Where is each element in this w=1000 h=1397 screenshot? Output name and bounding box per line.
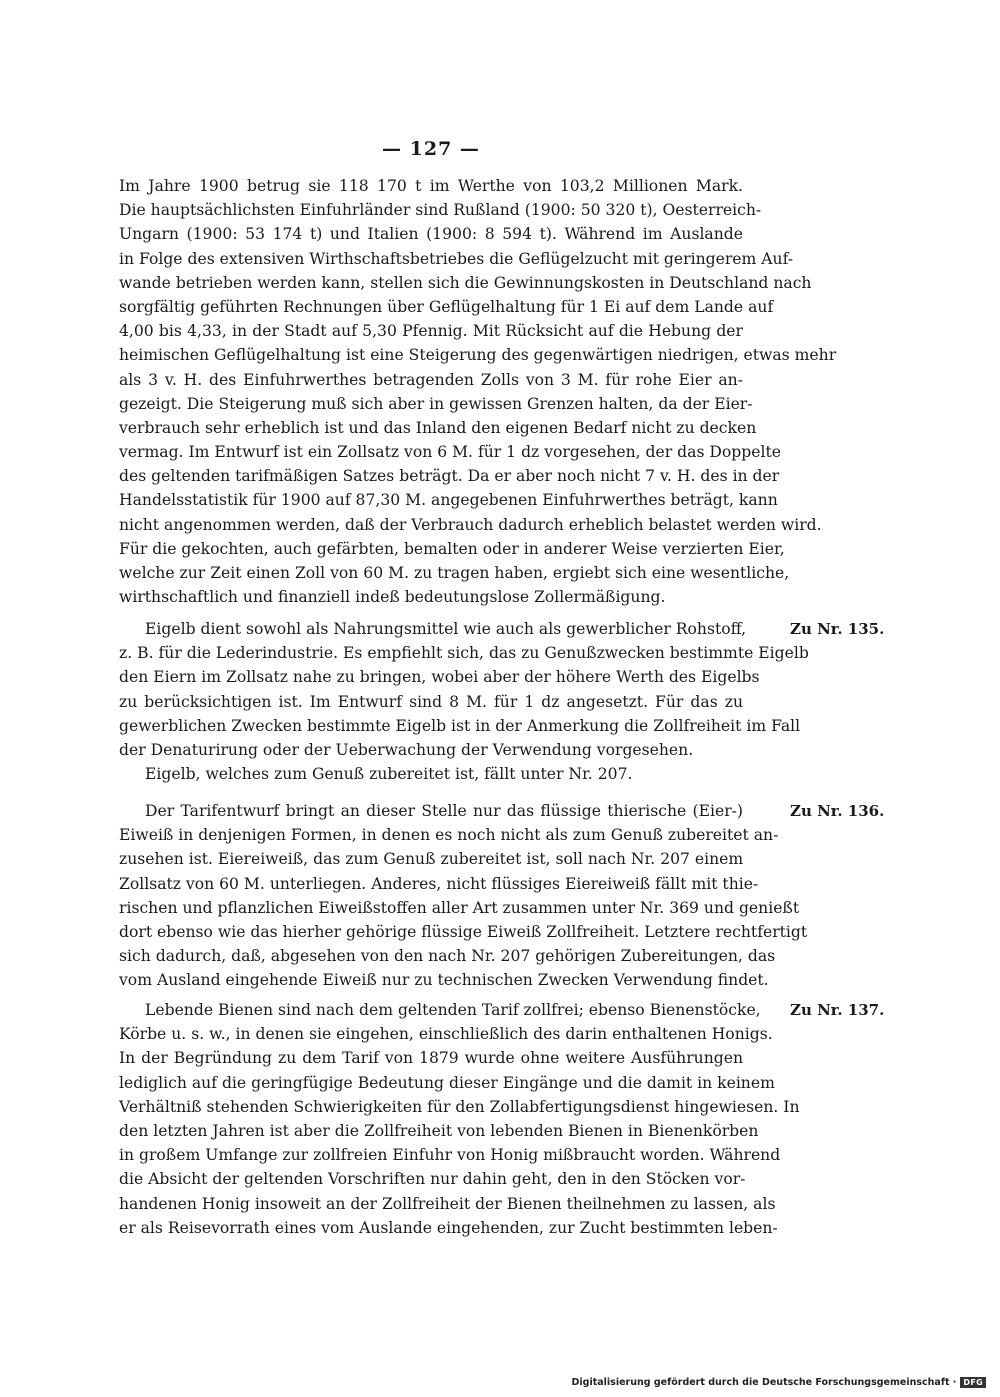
text-line: Verhältniß stehenden Schwierigkeiten für den Zollabfertigungsdienst hingewiesen. In <box>119 1097 800 1116</box>
text-line: heimischen Geflügelhaltung ist eine Steigerung des gegenwärtigen niedrigen, etwas mehr <box>119 346 837 365</box>
text-line: den letzten Jahren ist aber die Zollfreiheit von lebenden Bienen in Bienenkörben <box>119 1121 759 1140</box>
text-line: Für die gekochten, auch gefärbten, bemalten oder in anderer Weise verzierten Eier, <box>119 539 785 558</box>
text-line: des geltenden tarifmäßigen Satzes beträgt. Da er aber noch nicht 7 v. H. des in der <box>119 467 780 486</box>
text-line: Eigelb, welches zum Genuß zubereitet ist, fällt unter Nr. 207. <box>145 765 633 784</box>
text-line: den Eiern im Zollsatz nahe zu bringen, wobei aber der höhere Werth des Eigelbs <box>119 668 760 687</box>
text-line: Im Jahre 1900 betrug sie 118 170 t im Werthe von 103,2 Millionen Mark. <box>119 177 743 195</box>
text-line: handenen Honig insoweit an der Zollfreiheit der Bienen theilnehmen zu lassen, als <box>119 1194 776 1213</box>
text-line: als 3 v. H. des Einfuhrwerthes betragenden Zolls von 3 M. für rohe Eier an- <box>119 370 743 389</box>
text-line: die Absicht der geltenden Vorschriften nur dahin geht, den in den Stöcken vor- <box>119 1170 746 1189</box>
paragraph-nr137 <box>119 998 800 1240</box>
text-line: Lebende Bienen sind nach dem geltenden Tarif zollfrei; ebenso Bienenstöcke, <box>145 1001 761 1019</box>
text-line: dort ebenso wie das hierher gehörige flüssige Eiweiß Zollfreiheit. Letztere rechtfertigt <box>119 922 808 941</box>
paragraph-nr136 <box>119 799 808 993</box>
text-line: verbrauch sehr erheblich ist und das Inland den eigenen Bedarf nicht zu decken <box>119 418 757 437</box>
text-line: wande betrieben werden kann, stellen sich die Gewinnungskosten in Deutschland nach <box>119 273 812 292</box>
text-line: vermag. Im Entwurf ist ein Zollsatz von 6 M. für 1 dz vorgesehen, der das Doppelte <box>119 443 781 462</box>
text-line: 4,00 bis 4,33, in der Stadt auf 5,30 Pfennig. Mit Rücksicht auf die Hebung der <box>119 322 743 341</box>
text-line: der Denaturirung oder der Ueberwachung der Verwendung vorgesehen. <box>119 740 694 759</box>
text-line: vom Ausland eingehende Eiweiß nur zu technischen Zwecken Verwendung findet. <box>119 971 769 990</box>
text-line: in Folge des extensiven Wirthschaftsbetriebes die Geflügelzucht mit geringerem Auf- <box>119 249 794 268</box>
margin-note-nr135: Zu Nr. 135. <box>790 620 885 638</box>
text-line: sich dadurch, daß, abgesehen von den nach Nr. 207 gehörigen Zubereitungen, das <box>119 947 776 966</box>
text-line: zusehen ist. Eiereiweiß, das zum Genuß zubereitet ist, soll nach Nr. 207 einem <box>119 850 744 869</box>
text-line: gewerblichen Zwecken bestimmte Eigelb ist in der Anmerkung die Zollfreiheit im Fall <box>119 716 801 735</box>
text-line: Körbe u. s. w., in denen sie eingehen, einschließlich des darin enthaltenen Honigs. <box>119 1025 773 1044</box>
text-line: z. B. für die Lederindustrie. Es empfiehlt sich, das zu Genußzwecken bestimmte Eigelb <box>119 644 809 663</box>
paragraph-nr135 <box>119 617 809 786</box>
margin-note-nr137: Zu Nr. 137. <box>790 1001 885 1019</box>
text-line: Ungarn (1900: 53 174 t) und Italien (1900: 8 594 t). Während im Auslande <box>119 225 743 244</box>
text-line: welche zur Zeit einen Zoll von 60 M. zu tragen haben, ergiebt sich eine wesentliche, <box>119 564 790 582</box>
text-line: wirthschaftlich und finanziell indeß bedeutungslose Zollermäßigung. <box>119 588 666 607</box>
text-line: lediglich auf die geringfügige Bedeutung dieser Eingänge und die damit in keinem <box>119 1073 775 1092</box>
text-line: er als Reisevorrath eines vom Auslande eingehenden, zur Zucht bestimmten leben- <box>119 1218 778 1237</box>
text-line: Zollsatz von 60 M. unterliegen. Anderes, nicht flüssiges Eiereiweiß fällt mit thie- <box>119 874 759 893</box>
text-line: Eigelb dient sowohl als Nahrungsmittel wie auch als gewerblicher Rohstoff, <box>145 620 747 638</box>
text-line: Eiweiß in denjenigen Formen, in denen es noch nicht als zum Genuß zubereitet an- <box>119 826 779 845</box>
dfg-logo: DFG <box>960 1377 986 1388</box>
text-line: Handelsstatistik für 1900 auf 87,30 M. angegebenen Einfuhrwerthes beträgt, kann <box>119 491 778 510</box>
text-line: Der Tarifentwurf bringt an dieser Stelle nur das flüssige thierische (Eier-) <box>145 802 743 820</box>
text-line: gezeigt. Die Steigerung muß sich aber in gewissen Grenzen halten, da der Eier- <box>119 394 753 413</box>
footer-text: Digitalisierung gefördert durch die Deutsche Forschungsgemeinschaft · <box>571 1377 957 1388</box>
text-line: In der Begründung zu dem Tarif von 1879 wurde ohne weitere Ausführungen <box>119 1049 743 1068</box>
margin-note-nr136: Zu Nr. 136. <box>790 802 885 820</box>
text-line: zu berücksichtigen ist. Im Entwurf sind 8 M. für 1 dz angesetzt. Für das zu <box>119 692 743 711</box>
paragraph-continuation <box>119 174 837 609</box>
page-number: — 127 — <box>382 138 480 160</box>
text-line: in großem Umfange zur zollfreien Einfuhr von Honig mißbraucht worden. Während <box>119 1146 781 1165</box>
text-line: rischen und pflanzlichen Eiweißstoffen aller Art zusammen unter Nr. 369 und genießt <box>119 898 800 917</box>
text-line: Die hauptsächlichsten Einfuhrländer sind Rußland (1900: 50 320 t), Oesterreich- <box>119 201 762 220</box>
digitization-footer <box>572 1377 986 1388</box>
text-line: nicht angenommen werden, daß der Verbrauch dadurch erheblich belastet werden wird. <box>119 515 822 534</box>
text-line: sorgfältig geführten Rechnungen über Geflügelhaltung für 1 Ei auf dem Lande auf <box>119 297 774 316</box>
